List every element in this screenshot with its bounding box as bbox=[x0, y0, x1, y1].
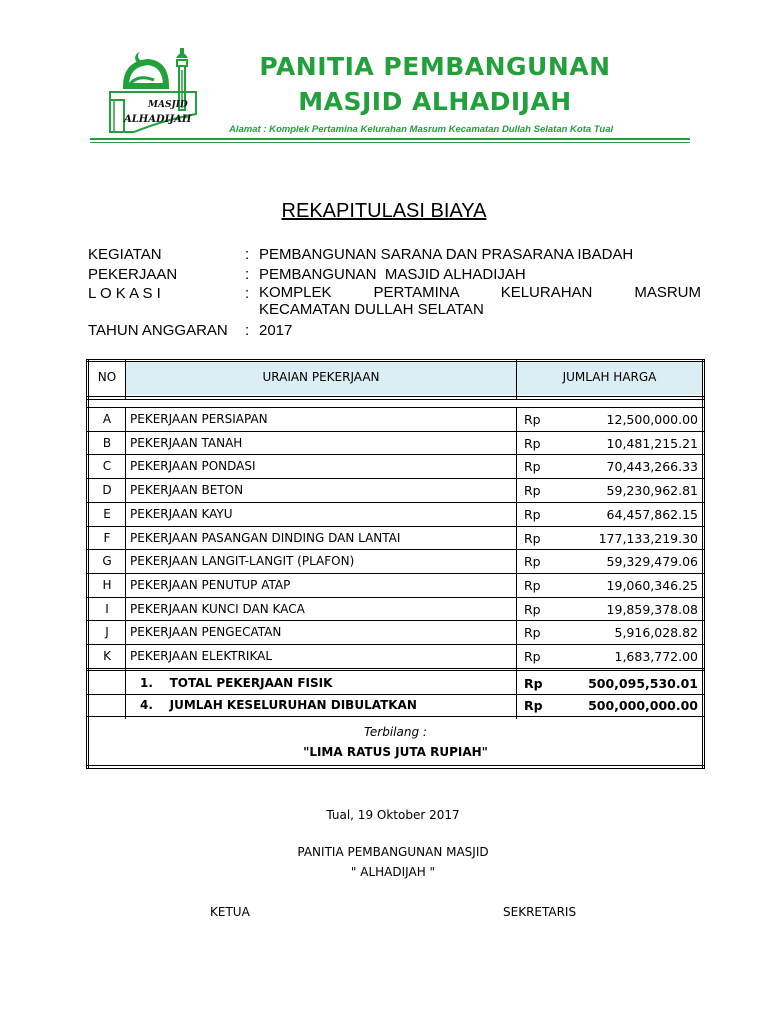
tahun-value: 2017 bbox=[259, 322, 293, 339]
sign-ketua: KETUA bbox=[210, 905, 250, 919]
row-currency: Rp bbox=[524, 601, 541, 617]
table-col-divider bbox=[516, 670, 517, 716]
row-no: D bbox=[102, 483, 112, 498]
row-uraian: PEKERJAAN LANGIT-LANGIT (PLAFON) bbox=[130, 554, 355, 569]
letterhead-divider bbox=[90, 138, 690, 140]
terbilang-value: "LIMA RATUS JUTA RUPIAH" bbox=[303, 745, 488, 759]
tahun-label: TAHUN ANGGARAN bbox=[88, 322, 228, 339]
row-currency: Rp bbox=[524, 625, 541, 641]
col-header-jumlah: JUMLAH HARGA bbox=[562, 370, 657, 384]
lokasi-colon: : bbox=[245, 285, 250, 302]
total-label: 4. JUMLAH KESELURUHAN DIBULATKAN bbox=[140, 697, 417, 712]
row-uraian: PEKERJAAN BETON bbox=[130, 483, 244, 498]
row-amount: 64,457,862.15 bbox=[606, 506, 698, 522]
row-currency: Rp bbox=[524, 412, 541, 427]
row-amount: 19,060,346.25 bbox=[606, 577, 698, 593]
table-rule bbox=[86, 644, 705, 645]
row-uraian: PEKERJAAN PENGECATAN bbox=[130, 625, 282, 640]
row-currency: Rp bbox=[524, 483, 541, 499]
org-line2: " ALHADIJAH " bbox=[350, 865, 436, 879]
terbilang-label: Terbilang : bbox=[364, 725, 427, 739]
letterhead-address: Alamat : Komplek Pertamina Kelurahan Masrum Kecamatan Dullah Selatan Kota Tual bbox=[229, 124, 614, 135]
table-rule bbox=[86, 431, 705, 432]
lokasi-value-line2: KECAMATAN DULLAH SELATAN bbox=[259, 301, 484, 318]
table-rule bbox=[86, 670, 705, 671]
row-no: J bbox=[105, 625, 109, 640]
row-no: B bbox=[102, 435, 112, 450]
letterhead-divider-thin bbox=[90, 142, 690, 143]
row-amount: 10,481,215.21 bbox=[606, 435, 698, 451]
row-amount: 59,230,962.81 bbox=[606, 483, 698, 499]
row-no: G bbox=[102, 554, 112, 569]
row-uraian: PEKERJAAN PERSIAPAN bbox=[130, 412, 268, 426]
total-currency: Rp bbox=[524, 697, 543, 713]
pekerjaan-colon: : bbox=[245, 266, 250, 283]
row-amount: 177,133,219.30 bbox=[598, 530, 698, 546]
row-no: E bbox=[103, 506, 111, 521]
total-currency: Rp bbox=[524, 675, 543, 691]
table-rule bbox=[86, 454, 705, 455]
pekerjaan-value: PEMBANGUNAN MASJID ALHADIJAH bbox=[259, 266, 526, 283]
total-label: 1. TOTAL PEKERJAAN FISIK bbox=[140, 675, 333, 690]
row-uraian: PEKERJAAN KAYU bbox=[130, 506, 233, 521]
org-line1: PANITIA PEMBANGUNAN MASJID bbox=[297, 845, 489, 859]
row-uraian: PEKERJAAN KUNCI DAN KACA bbox=[130, 601, 305, 616]
row-currency: Rp bbox=[524, 506, 541, 522]
tahun-colon: : bbox=[245, 322, 250, 339]
table-rule bbox=[86, 407, 705, 408]
row-no: A bbox=[102, 412, 112, 426]
table-rule bbox=[86, 549, 705, 550]
table-rule bbox=[86, 694, 705, 695]
lokasi-label: L O K A S I bbox=[88, 285, 161, 302]
total-amount: 500,095,530.01 bbox=[588, 675, 698, 691]
row-no: H bbox=[102, 577, 112, 592]
sign-sekretaris: SEKRETARIS bbox=[503, 905, 577, 919]
table-rule bbox=[86, 716, 705, 717]
table-col-divider bbox=[125, 670, 126, 716]
row-currency: Rp bbox=[524, 435, 541, 451]
kegiatan-colon: : bbox=[245, 246, 250, 263]
kegiatan-value: PEMBANGUNAN SARANA DAN PRASARANA IBADAH bbox=[259, 246, 634, 263]
kegiatan-label: KEGIATAN bbox=[88, 246, 162, 263]
total-amount: 500,000,000.00 bbox=[588, 697, 698, 713]
lokasi-value-line1: KOMPLEK PERTAMINA KELURAHAN MASRUM bbox=[259, 284, 701, 301]
row-no: I bbox=[105, 601, 109, 616]
row-uraian: PEKERJAAN PASANGAN DINDING DAN LANTAI bbox=[130, 530, 401, 545]
pekerjaan-label: PEKERJAAN bbox=[88, 266, 178, 283]
letterhead-title-line1: PANITIA PEMBANGUNAN bbox=[259, 52, 611, 81]
row-currency: Rp bbox=[524, 459, 541, 475]
row-amount: 70,443,266.33 bbox=[606, 459, 698, 475]
row-amount: 1,683,772.00 bbox=[614, 649, 698, 664]
row-uraian: PEKERJAAN TANAH bbox=[130, 435, 243, 450]
col-header-uraian: URAIAN PEKERJAAN bbox=[262, 370, 380, 384]
letterhead-title-line2: MASJID ALHADIJAH bbox=[298, 87, 572, 116]
cost-table bbox=[86, 359, 705, 769]
row-amount: 19,859,378.08 bbox=[606, 601, 698, 617]
table-rule bbox=[86, 526, 705, 527]
row-uraian: PEKERJAAN PENUTUP ATAP bbox=[130, 577, 291, 592]
table-rule bbox=[86, 502, 705, 503]
row-currency: Rp bbox=[524, 530, 541, 546]
logo-text-masjid: MASJID bbox=[148, 100, 188, 110]
table-rule bbox=[86, 597, 705, 598]
table-rule bbox=[86, 573, 705, 574]
row-currency: Rp bbox=[524, 577, 541, 593]
row-amount: 59,329,479.06 bbox=[606, 554, 698, 570]
row-currency: Rp bbox=[524, 554, 541, 570]
table-rule bbox=[86, 668, 705, 669]
row-amount: 5,916,028.82 bbox=[614, 625, 698, 641]
place-date: Tual, 19 Oktober 2017 bbox=[326, 808, 460, 822]
row-currency: Rp bbox=[524, 649, 541, 664]
table-rule bbox=[86, 620, 705, 621]
document-title: REKAPITULASI BIAYA bbox=[281, 200, 487, 222]
row-no: C bbox=[102, 459, 112, 474]
col-header-no: NO bbox=[97, 370, 117, 384]
row-amount: 12,500,000.00 bbox=[606, 412, 698, 427]
table-rule bbox=[86, 478, 705, 479]
row-no: F bbox=[103, 530, 111, 545]
row-no: K bbox=[103, 649, 111, 663]
row-uraian: PEKERJAAN PONDASI bbox=[130, 459, 256, 474]
row-uraian: PEKERJAAN ELEKTRIKAL bbox=[130, 649, 273, 663]
logo-text-alhadijah: ALHADIJAH bbox=[124, 114, 192, 125]
